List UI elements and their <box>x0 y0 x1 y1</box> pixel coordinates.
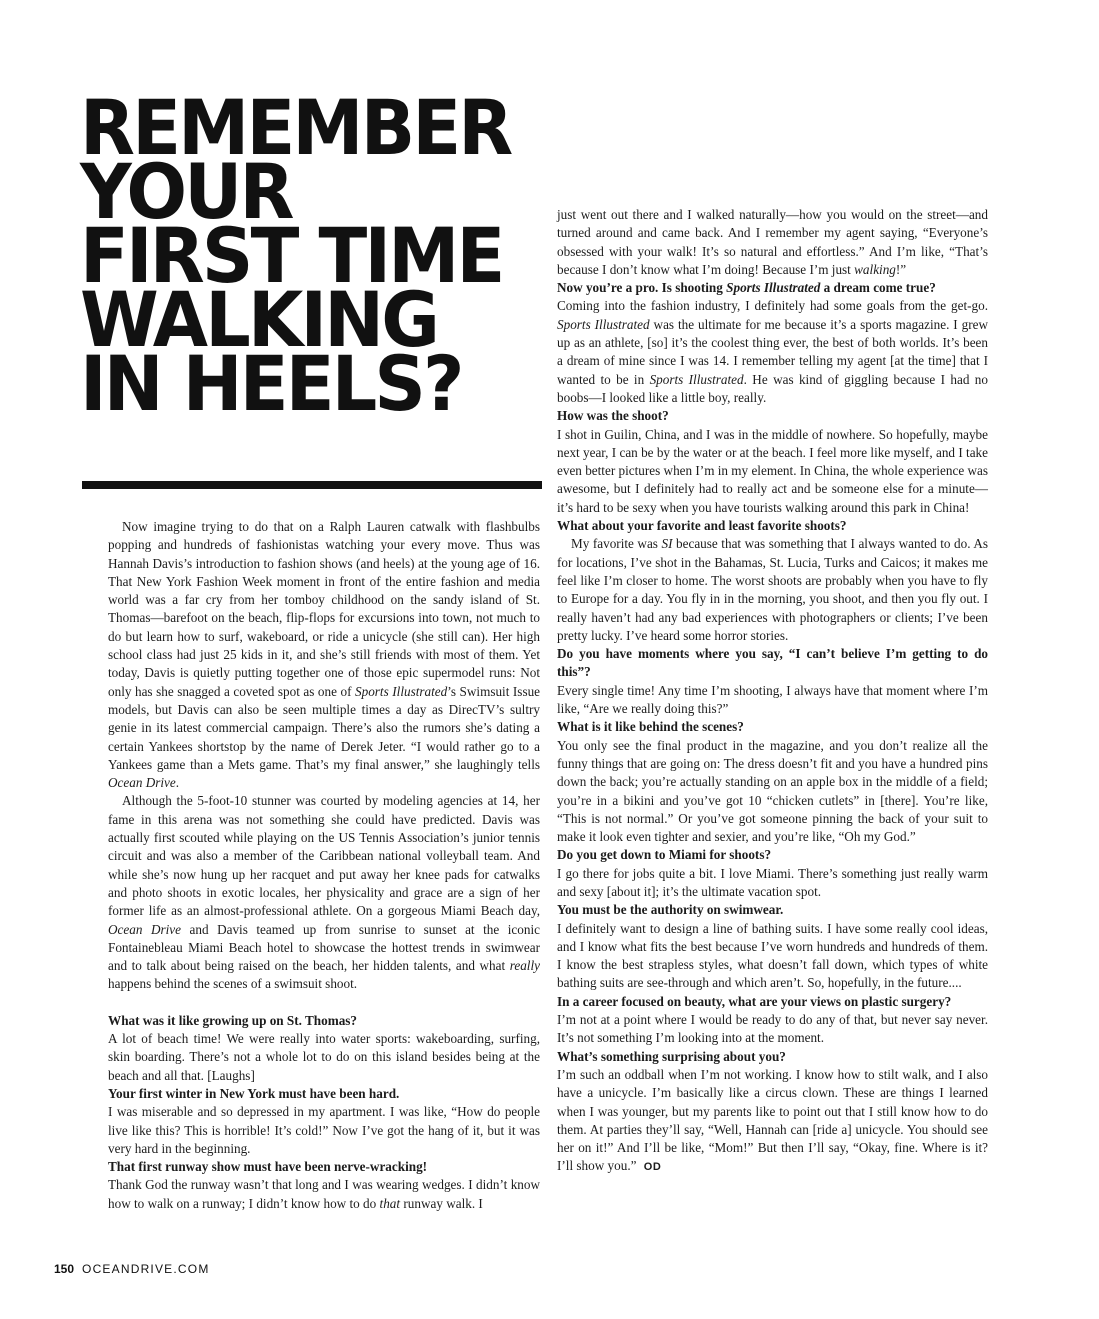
headline-line: WALKING <box>80 275 438 364</box>
interview-answer: I definitely want to design a line of bathing suits. I have some really cool ideas, and I know what fits the best because I’ve worn hundreds and hundreds of them. I know the best strapless styles, what doesn’t fall down, which types of white bathing suits are see-through and which aren’t. So, hopefully, in the future.... <box>557 920 988 991</box>
interview-question: Your first winter in New York must have been hard. <box>108 1085 400 1101</box>
interview-answer: I go there for jobs quite a bit. I love Miami. There’s something just really warm and sexy [about it]; it’s the ultimate vacation spot. <box>557 865 988 899</box>
page-number: 150 <box>54 1262 75 1276</box>
right-column <box>557 206 988 1177</box>
interview-answer: I’m not at a point where I would be ready to do any of that, but never say never. It’s not something I’m looking into at the moment. <box>557 1012 988 1046</box>
interview-question: Do you get down to Miami for shoots? <box>557 847 772 863</box>
interview-answer: I was miserable and so depressed in my apartment. I was like, “How do people live like this? This is horrible! It’s cold!” Now I’ve got the hang of it, but it was very hard in the beginning. <box>108 1104 540 1156</box>
interview-answer: My favorite was SI because that was something that I always wanted to do. As for locations, I’ve shot in the Bahamas, St. Lucia, Turks and Caicos; it makes me feel like I’m closer to home. The worst shoots are probably when you have to fly to Europe for a day. You fly in in the morning, you shoot, and then you fly out. I really haven’t had any bad experiences with photographers or clients; I’ve been pretty lucky. I’ve heard some horror stories. <box>557 536 988 643</box>
page-footer <box>54 1262 210 1276</box>
headline-line: FIRST TIME <box>80 211 503 300</box>
headline <box>80 83 522 428</box>
interview-answer: Coming into the fashion industry, I definitely had some goals from the get-go. Sports Illustrated was the ultimate for me because it’s a sports magazine. I grew up as an athlete, [so] it’s the coolest thing ever, the best of both worlds. It’s been a dream of mine since I was 14. I remember telling my agent [at the time] that I wanted to be in Sports Illustrated. He was kind of giggling because I had no boobs—I looked like a little boy, really. <box>557 298 988 405</box>
interview-question: Now you’re a pro. Is shooting Sports Illustrated a dream come true? <box>557 280 936 296</box>
interview-question: You must be the authority on swimwear. <box>557 902 784 918</box>
interview-question: That first runway show must have been nerve-wracking! <box>108 1159 428 1175</box>
interview-question: How was the shoot? <box>557 408 669 424</box>
intro-paragraph: Although the 5-foot-10 stunner was courted by modeling agencies at 14, her fame in this arena was not something she could have predicted. Davis was actually first scouted while playing on the US Tennis Association’s junior tennis circuit and was also a member of the Caribbean national volleyball team. And while she’s now hung up her racquet and put away her knee pads for catwalks and photo shoots in exotic locales, her physicality and grace are a sign of her former life as an almost-professional athlete. On a gorgeous Miami Beach day, Ocean Drive and Davis teamed up from sunrise to sunset at the iconic Fontainebleau Miami Beach hotel to showcase the hottest trends in swimwear and to talk about being raised on the beach, her hidden talents, and what really happens behind the scenes of a swimsuit shoot. <box>108 793 540 992</box>
site-name: OCEANDRIVE.COM <box>82 1262 210 1276</box>
headline-line: REMEMBER <box>80 83 511 172</box>
interview-question: What is it like behind the scenes? <box>557 719 744 735</box>
headline-rule <box>82 481 542 489</box>
left-column <box>108 518 540 1213</box>
headline-line: IN HEELS? <box>80 339 462 428</box>
interview-question: What’s something surprising about you? <box>557 1048 786 1064</box>
interview-answer-continued: just went out there and I walked naturally—how you would on the street—and turned around and came back. And I remember my agent saying, “Everyone’s obsessed with your walk! It’s so natural and effortless.” And I’m like, “That’s because I don’t know what I’m doing! Because I’m just walking!” <box>557 207 988 277</box>
interview-answer: A lot of beach time! We were really into water sports: wakeboarding, surfing, skin boarding. There’s not a whole lot to do on this island besides being at the beach and all that. [Laughs] <box>108 1031 540 1083</box>
interview-answer: You only see the final product in the magazine, and you don’t realize all the funny things that are going on: The dress doesn’t fit and you have a hundred pins down the back; you’re actually standing on an apple box in the middle of a field; you’re in a bikini and you’ve got 10 “chicken cutlets” in [there]. You’re like, “This is not normal.” Or you’ve got someone pinning the back of your suit to make it look even tighter and sexier, and you’re like, “Oh my God.” <box>557 737 988 845</box>
interview-question: What was it like growing up on St. Thomas? <box>108 1012 358 1028</box>
interview-answer: Every single time! Any time I’m shooting, I always have that moment where I’m like, “Are we really doing this?” <box>557 682 988 717</box>
headline-line: YOUR <box>80 147 292 236</box>
interview-answer: Thank God the runway wasn’t that long and I was wearing wedges. I didn’t know how to walk on a runway; I didn’t know how to do that runway walk. I <box>108 1177 540 1211</box>
interview-answer: I shot in Guilin, China, and I was in the middle of nowhere. So hopefully, maybe next year, I can be by the water or at the beach. I feel more like myself, and I take even better pictures when I’m in my element. In China, the whole experience was awesome, but I definitely had to really act and be someone else for a minute—it’s hard to be sexy when you have tourists walking around this park in China! <box>557 426 989 515</box>
interview-question: In a career focused on beauty, what are your views on plastic surgery? <box>557 993 952 1009</box>
intro-paragraph: Now imagine trying to do that on a Ralph Lauren catwalk with flashbulbs popping and hundreds of fashionistas watching your every move. Thus was Hannah Davis’s introduction to fashion shows (and heels) at the young age of 16. That New York Fashion Week moment in front of the entire fashion and media world was a far cry from her tomboy childhood on the sandy island of St. Thomas—barefoot on the beach, flip-flops for excursions into town, not much to do but learn how to surf, wakeboard, or ride a unicycle (she still can). Her high school class had just 25 kids in it, and she’s still friends with most of them. Yet today, Davis is quietly putting together one of those epic supermodel runs: Not only has she snagged a coveted spot as one of Sports Illustrated’s Swimsuit Issue models, but Davis can also be seen multiple times a day as DirecTV’s sultry genie in its latest commercial campaign. There’s also the rumors she’s dating a certain Yankees shortstop by the name of Derek Jeter. “I would rather go to a Yankees game than a Mets game. That’s my final answer,” she laughingly tells Ocean Drive. <box>108 519 541 791</box>
signoff: OD <box>643 1161 662 1174</box>
interview-question: Do you have moments where you say, “I can’t believe I’m getting to do this”? <box>557 646 988 680</box>
interview-question: What about your favorite and least favorite shoots? <box>557 518 847 534</box>
interview-answer: I’m such an oddball when I’m not working. I know how to stilt walk, and I also have a unicycle. I’m basically like a circus clown. These are things I learned when I was younger, but my parents like to point out that I still know how to do them. At parties they’ll say, “Well, Hannah can [ride a] unicycle. You should see her on it!” And I’ll be like, “Mom!” But then I’ll say, “Okay, fine. Where is it? I’ll show you.” OD <box>557 1066 988 1174</box>
